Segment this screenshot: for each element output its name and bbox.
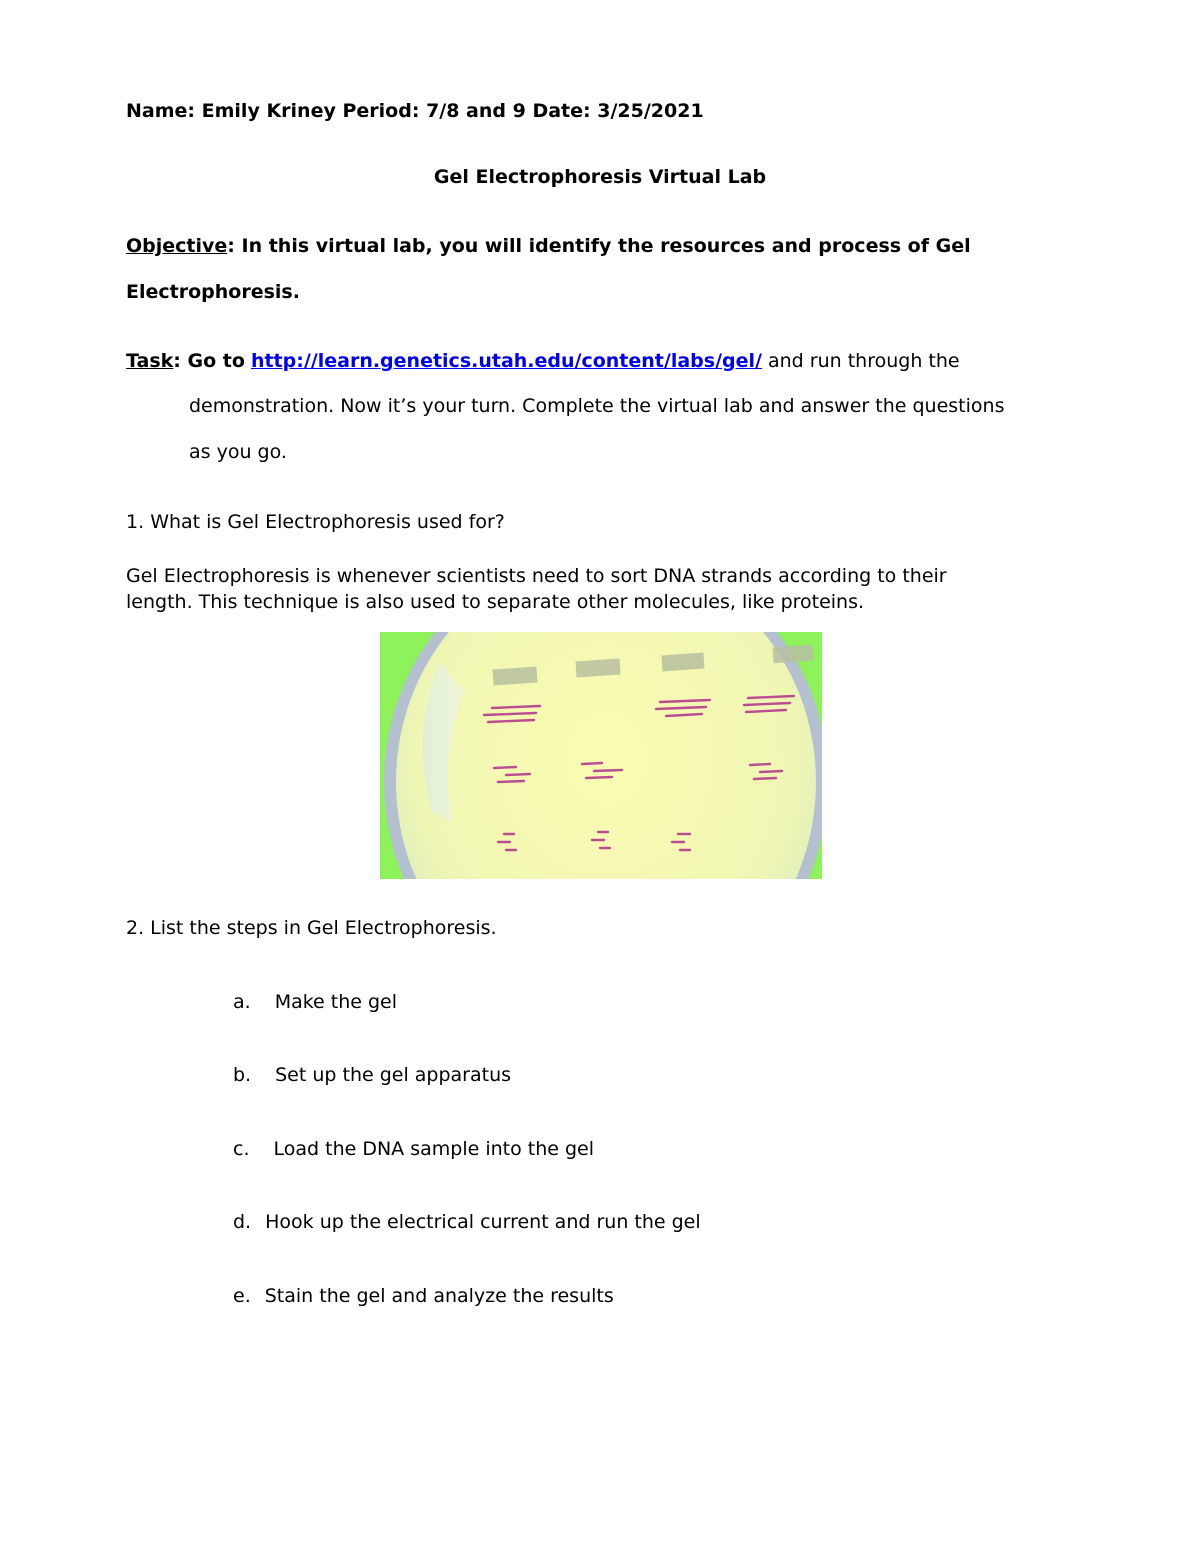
step-a <box>233 991 397 1013</box>
task-line-3: as you go. <box>189 441 287 463</box>
step-text: Hook up the electrical current and run the gel <box>265 1211 701 1233</box>
step-letter: c. <box>233 1138 250 1160</box>
question-1-text: What is Gel Electrophoresis used for? <box>150 511 505 533</box>
name-value: Emily Kriney <box>201 100 336 122</box>
step-letter: d. <box>233 1211 252 1233</box>
date-value: 3/25/2021 <box>597 100 704 122</box>
step-c <box>233 1138 594 1160</box>
task-line-1 <box>126 350 960 372</box>
question-2: 2. List the steps in Gel Electrophoresis. <box>126 917 497 939</box>
step-d <box>233 1211 701 1233</box>
step-text: Stain the gel and analyze the results <box>264 1285 614 1307</box>
step-e <box>233 1285 614 1307</box>
objective-label: Objective <box>126 235 228 257</box>
task-line-2: demonstration. Now it’s your turn. Complete the virtual lab and answer the questions <box>189 395 1005 417</box>
step-text: Make the gel <box>274 991 398 1013</box>
date-label: Date: <box>532 100 591 122</box>
gel-electrophoresis-image <box>380 632 822 879</box>
objective-line-1 <box>126 235 971 257</box>
period-label: Period: <box>342 100 420 122</box>
step-b <box>233 1064 511 1086</box>
task-label: Task <box>126 350 174 372</box>
step-text: Load the DNA sample into the gel <box>273 1138 595 1160</box>
name-label: Name: <box>126 100 196 122</box>
step-letter: a. <box>233 991 251 1013</box>
objective-line-2: Electrophoresis. <box>126 281 300 303</box>
lab-link[interactable]: http://learn.genetics.utah.edu/content/labs/gel/ <box>250 350 762 372</box>
period-value: 7/8 and 9 <box>426 100 526 122</box>
question-1-number: 1. <box>126 511 145 533</box>
answer-1-line-2: length. This technique is also used to separate other molecules, like proteins. <box>126 591 865 613</box>
step-letter: e. <box>233 1285 251 1307</box>
answer-1-line-1: Gel Electrophoresis is whenever scientists need to sort DNA strands according to their <box>126 565 947 587</box>
step-letter: b. <box>233 1064 252 1086</box>
header-line <box>126 100 704 122</box>
question-1 <box>126 511 505 533</box>
task-prefix: : Go to <box>173 350 245 372</box>
objective-text-1: : In this virtual lab, you will identify the resources and process of Gel <box>227 235 971 257</box>
step-text: Set up the gel apparatus <box>275 1064 512 1086</box>
document-title: Gel Electrophoresis Virtual Lab <box>433 166 767 188</box>
task-suffix: and run through the <box>768 350 960 372</box>
